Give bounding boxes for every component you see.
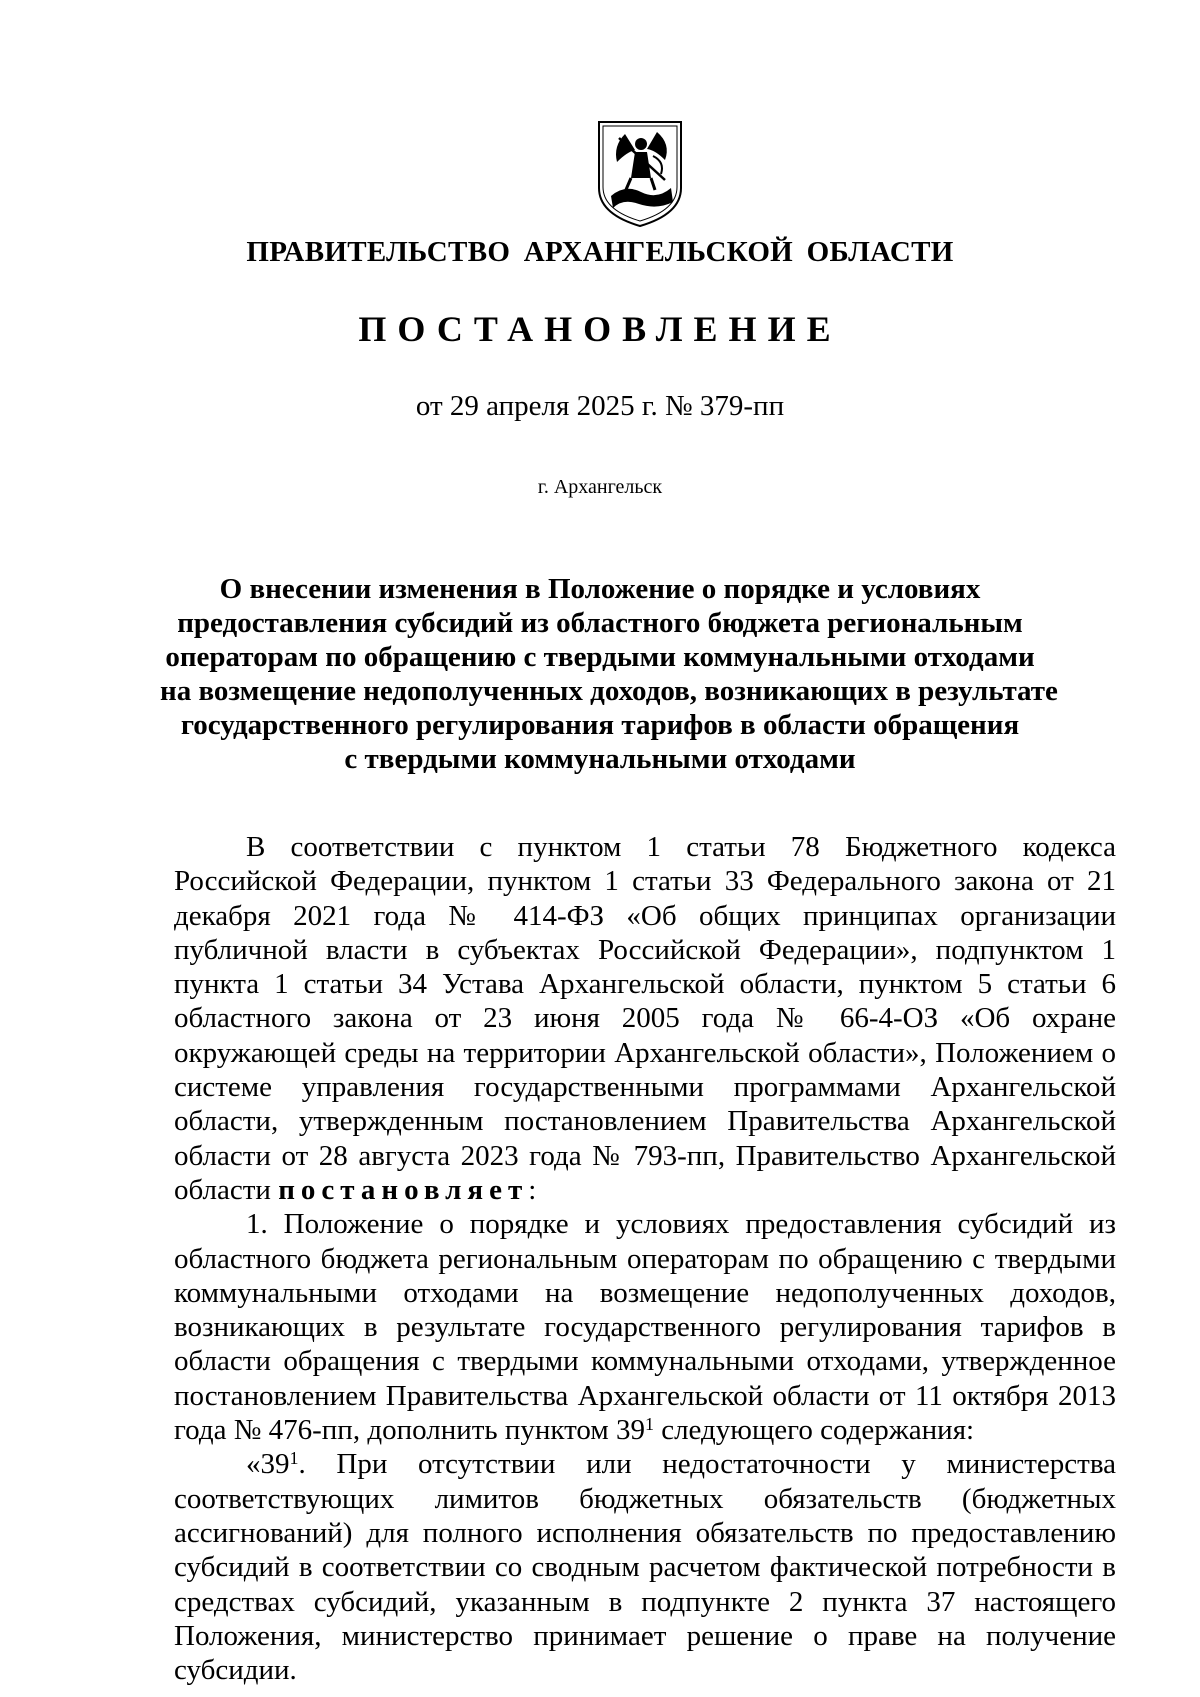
clause-39-1-start: «39 [246,1448,290,1481]
title-line: предоставления субсидий из областного бюджета региональным [177,607,1023,639]
document-type: ПОСТАНОВЛЕНИЕ [358,309,842,349]
title-line: с твердыми коммунальными отходами [344,743,856,775]
government-name: ПРАВИТЕЛЬСТВО АРХАНГЕЛЬСКОЙ ОБЛАСТИ [246,236,954,268]
preamble-text: В соответствии с пунктом 1 статьи 78 Бюджетного кодекса Российской Федерации, пунктом 1 статьи 33 Федерального закона от 21 декабря 2021 года № 414-ФЗ «Об общих принципах организации публичной власти в субъектах Российской Федерации», подпунктом 1 пункта 1 статьи 34 Устава Архангельской области, пунктом 5 статьи 6 областного закона от 23 июня 2005 года № 66-4-ОЗ «Об охране окружающей среды на территории Архангельской области», Положением о системе управления государственными программами Архангельской области, утвержденным постановлением Правительства Архангельской области от 28 августа 2023 года № 793-пп, Правительство Архангельской области [174,831,1116,1206]
clause-1-end: следующего содержания: [653,1414,975,1447]
clause-1-text: 1. Положение о порядке и условиях предоставления субсидий из областного бюджета региональным операторам по обращению с твердыми коммунальными отходами на возмещение недополученных доходов, возникающих в результате государственного регулирования тарифов в области обращения с твердыми коммунальными отходами, утвержденное постановлением Правительства Архангельской области от 11 октября 2013 года № 476-пп, дополнить пунктом 39 [174,1208,1116,1447]
document-title [160,572,1058,776]
title-line: государственного регулирования тарифов в области обращения [180,709,1020,741]
title-line: операторам по обращению с твердыми коммунальными отходами [165,641,1035,673]
preamble-colon: : [528,1173,537,1206]
clause-39-1-paragraph [174,1447,1116,1687]
clause-39-1-superscript: 1 [289,1448,299,1469]
city: г. Архангельск [537,476,663,498]
document-body [174,830,1116,1687]
title-line: О внесении изменения в Положение о порядке и условиях [219,573,981,605]
date-and-number: от 29 апреля 2025 г. № 379-пп [415,390,785,422]
clause-1-paragraph [174,1207,1116,1447]
resolves-word: постановляет [278,1173,529,1206]
clause-1-superscript: 1 [644,1414,654,1435]
title-line: на возмещение недополученных доходов, возникающих в результате [160,675,1058,707]
clause-39-1-text: . При отсутствии или недостаточности у министерства соответствующих лимитов бюджетных обязательств (бюджетных ассигнований) для полного исполнения обязательств по предоставлению субсидий в соответствии со сводным расчетом фактической потребности в средствах субсидий, указанным в подпункте 2 пункта 37 настоящего Положения, министерство принимает решение о праве на получение субсидии. [174,1448,1116,1687]
preamble-paragraph [174,830,1116,1207]
coat-of-arms-emblem [595,118,685,230]
